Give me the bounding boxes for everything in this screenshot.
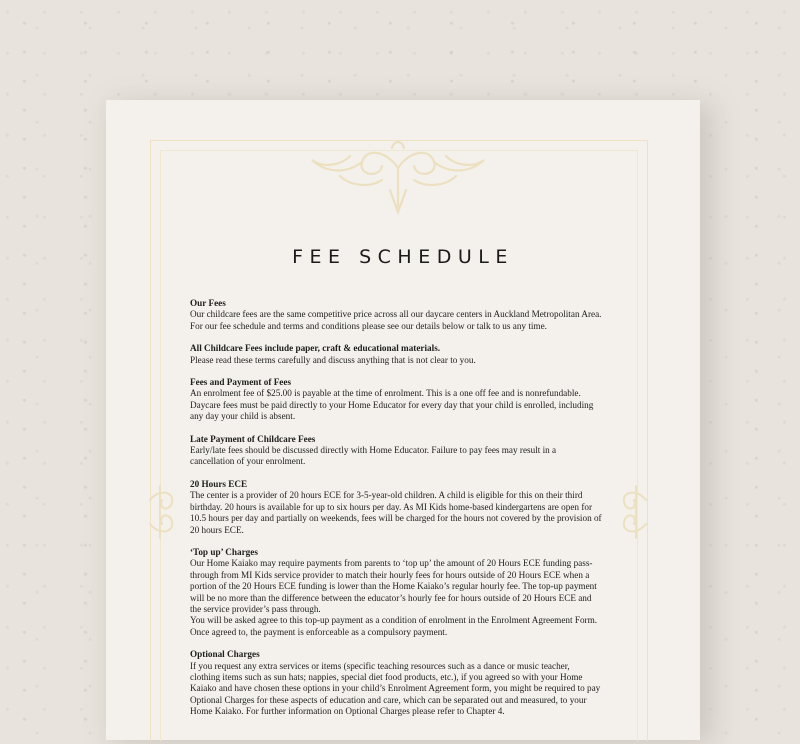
right-flourish-icon [624,486,646,538]
section-paragraph: If you request any extra services or items (specific teaching resources such as a dance or music teacher, clothing items such as sun hats; nappies, special diet food products, etc.), if you agreed so with your Home Kaiako and have chosen these options in your child’s Enrolment Agreement form, you might be required to pay Optional Charges for these aspects of education and care, which can be separated out and measured, to your Home Kaiako. For further information on Optional Charges please refer to Chapter 4. [190,660,601,717]
left-flourish-icon [150,486,172,538]
document-body [190,298,602,729]
section-paragraph: For our fee schedule and terms and conditions please see our details below or talk to us any time. [190,320,547,331]
section-paragraph: Please read these terms carefully and discuss anything that is not clear to you. [190,354,476,365]
section-optional-charges [190,649,602,717]
page-title: FEE SCHEDULE [292,246,514,268]
section-heading: Late Payment of Childcare Fees [190,433,316,444]
section-top-up-charges [190,547,602,638]
top-flourish-icon [312,142,484,212]
section-late-payment [190,434,602,468]
section-paragraph: Our Home Kaiako may require payments from parents to ‘top up’ the amount of 20 Hours ECE funding pass-through from MI Kids service provider to match their hourly fees for hours outside of 20 Hours ECE when a portion of the 20 Hours ECE funding is lower than the Home Kaiako’s regular hourly fee. The top-up payment will be no more than the difference between the educator’s hourly fee for hours outside of 20 Hours ECE and the service provider’s pass through. [190,558,597,614]
section-heading: ‘Top up’ Charges [190,546,258,557]
section-heading: Fees and Payment of Fees [190,377,292,388]
section-paragraph: Daycare fees must be paid directly to your Home Educator for every day that your child is enrolled, including any day your child is absent. [190,399,594,422]
section-paragraph: Our childcare fees are the same competitive price across all our daycare centers in Auckland Metropolitan Area. [190,309,602,320]
section-paragraph: You will be asked agree to this top-up payment as a condition of enrolment in the Enrolment Agreement Form. Once agreed to, the payment is enforceable as a compulsory payment. [190,615,598,637]
section-our-fees [190,298,602,332]
section-fees-include [190,343,602,366]
section-heading: All Childcare Fees include paper, craft & educational materials. [190,343,441,354]
section-heading: Our Fees [190,298,226,308]
section-20-hours-ece [190,479,602,536]
section-heading: 20 Hours ECE [190,478,248,489]
section-paragraph: The center is a provider of 20 hours ECE for 3-5-year-old children. A child is eligible for this on their third birthday. 20 hours is available for up to six hours per day. As MI Kids home-based kindergartens are open for 10.5 hours per day and partially on weekends, fees will be charged for the hours not covered by the provision of 20 hours ECE. [190,490,602,535]
section-heading: Optional Charges [190,649,260,660]
section-fees-payment [190,377,602,423]
section-paragraph: Early/late fees should be discussed directly with Home Educator. Failure to pay fees may result in a cancellation of your enrolment. [190,445,557,467]
section-paragraph: An enrolment fee of $25.00 is payable at the time of enrolment. This is a one off fee and is nonrefundable. [190,388,581,399]
